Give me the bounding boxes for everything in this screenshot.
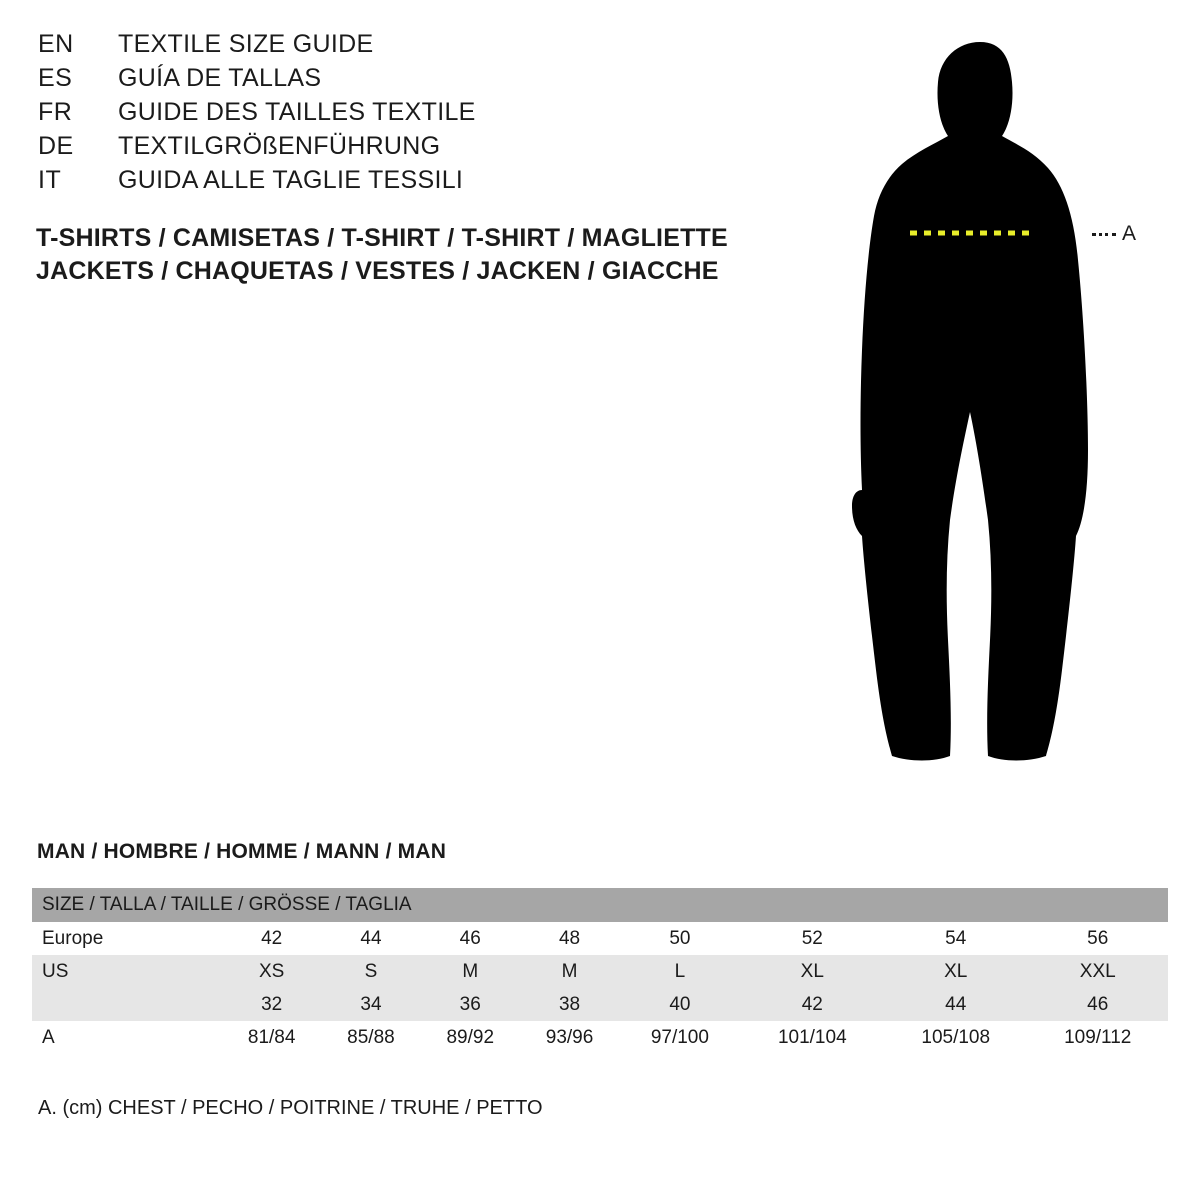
table-cell: XXL <box>1027 955 1168 988</box>
table-cell: 109/112 <box>1027 1021 1168 1054</box>
table-row <box>32 955 1168 988</box>
table-header-row <box>32 888 1168 922</box>
table-cell: L <box>619 955 740 988</box>
table-cell: 34 <box>321 988 420 1021</box>
language-header-block <box>38 30 738 200</box>
product-category-tshirts: T-SHIRTS / CAMISETAS / T-SHIRT / T-SHIRT / MAGLIETTE <box>36 224 728 252</box>
table-cell: 44 <box>321 922 420 955</box>
row-label: US <box>32 955 222 988</box>
table-cell: 44 <box>884 988 1027 1021</box>
row-label <box>32 988 222 1021</box>
table-cell: 40 <box>619 988 740 1021</box>
language-row <box>38 98 738 132</box>
table-cell: 42 <box>222 922 321 955</box>
language-row <box>38 30 738 64</box>
table-cell: 52 <box>741 922 884 955</box>
table-cell: 101/104 <box>741 1021 884 1054</box>
table-cell: M <box>421 955 520 988</box>
size-table <box>32 888 1168 1054</box>
table-cell: 32 <box>222 988 321 1021</box>
table-row <box>32 922 1168 955</box>
language-row <box>38 64 738 98</box>
table-cell: 54 <box>884 922 1027 955</box>
table-cell: 81/84 <box>222 1021 321 1054</box>
table-row <box>32 1021 1168 1054</box>
table-cell: 38 <box>520 988 619 1021</box>
language-row <box>38 166 738 200</box>
table-cell: 56 <box>1027 922 1168 955</box>
table-cell: 48 <box>520 922 619 955</box>
row-label: A <box>32 1021 222 1054</box>
language-title: TEXTILGRÖßENFÜHRUNG <box>118 132 441 160</box>
body-silhouette-figure <box>830 20 1170 790</box>
table-cell: M <box>520 955 619 988</box>
silhouette-shape <box>852 42 1088 761</box>
measure-leader-dots <box>1092 233 1116 236</box>
language-title: GUÍA DE TALLAS <box>118 64 322 92</box>
product-category-block <box>36 222 756 288</box>
table-cell: S <box>321 955 420 988</box>
table-row <box>32 988 1168 1021</box>
language-code: EN <box>38 30 74 58</box>
language-row <box>38 132 738 166</box>
table-cell: 85/88 <box>321 1021 420 1054</box>
table-cell: 89/92 <box>421 1021 520 1054</box>
table-cell: 42 <box>741 988 884 1021</box>
language-code: DE <box>38 132 74 160</box>
table-cell: 105/108 <box>884 1021 1027 1054</box>
table-cell: 46 <box>1027 988 1168 1021</box>
table-footnote: A. (cm) CHEST / PECHO / POITRINE / TRUHE / PETTO <box>38 1097 543 1119</box>
row-label: Europe <box>32 922 222 955</box>
table-header-label: SIZE / TALLA / TAILLE / GRÖSSE / TAGLIA <box>32 888 1168 922</box>
table-cell: XS <box>222 955 321 988</box>
language-code: FR <box>38 98 73 126</box>
language-title: GUIDE DES TAILLES TEXTILE <box>118 98 476 126</box>
table-cell: 46 <box>421 922 520 955</box>
table-cell: 97/100 <box>619 1021 740 1054</box>
table-section-title: MAN / HOMBRE / HOMME / MANN / MAN <box>37 840 447 863</box>
language-title: GUIDA ALLE TAGLIE TESSILI <box>118 166 464 194</box>
language-code: ES <box>38 64 73 92</box>
language-title: TEXTILE SIZE GUIDE <box>118 30 374 58</box>
table-cell: 36 <box>421 988 520 1021</box>
language-code: IT <box>38 166 62 194</box>
table-cell: 50 <box>619 922 740 955</box>
table-cell: XL <box>884 955 1027 988</box>
product-category-jackets: JACKETS / CHAQUETAS / VESTES / JACKEN / GIACCHE <box>36 257 719 285</box>
table-cell: 93/96 <box>520 1021 619 1054</box>
table-cell: XL <box>741 955 884 988</box>
measure-label-a: A <box>1122 222 1137 245</box>
